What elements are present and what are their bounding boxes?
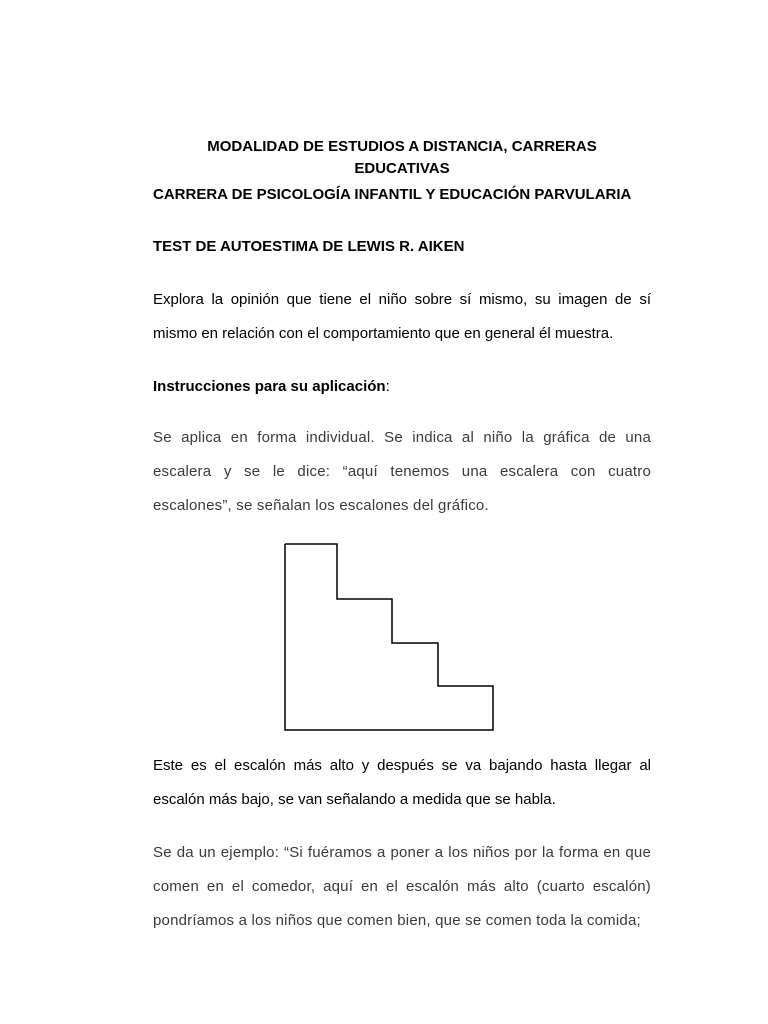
paragraph-1: Se aplica en forma individual. Se indica al niño la gráfica de una escalera y se le dice: “aquí tenemos una escalera con cuatro escalones”, se señalan los escalones del gráfico. bbox=[153, 429, 651, 514]
paragraph-2: Este es el escalón más alto y después se va bajando hasta llegar al escalón más bajo, se van señalando a medida que se habla. bbox=[153, 757, 651, 808]
document-page bbox=[153, 0, 651, 1024]
staircase-diagram bbox=[284, 543, 496, 733]
header-line-1: MODALIDAD DE ESTUDIOS A DISTANCIA, CARRERAS bbox=[207, 138, 597, 155]
header-line-2: EDUCATIVAS bbox=[354, 160, 450, 177]
instructions-heading-text: Instrucciones para su aplicación bbox=[153, 378, 386, 395]
header-line-3: CARRERA DE PSICOLOGÍA INFANTIL Y EDUCACIÓN PARVULARIA bbox=[153, 186, 632, 203]
test-title: TEST DE AUTOESTIMA DE LEWIS R. AIKEN bbox=[153, 238, 465, 255]
instructions-heading-colon: : bbox=[385, 378, 390, 395]
staircase-outline bbox=[285, 544, 493, 730]
document-header bbox=[153, 136, 651, 206]
paragraph-3: Se da un ejemplo: “Si fuéramos a poner a los niños por la forma en que comen en el comedor, aquí en el escalón más alto (cuarto escalón) pondríamos a los niños que comen bien, que se comen toda la comida; bbox=[153, 844, 651, 929]
instructions-heading bbox=[153, 370, 651, 404]
intro-paragraph: Explora la opinión que tiene el niño sobre sí mismo, su imagen de sí mismo en relación con el comportamiento que en general él muestra. bbox=[153, 291, 651, 342]
